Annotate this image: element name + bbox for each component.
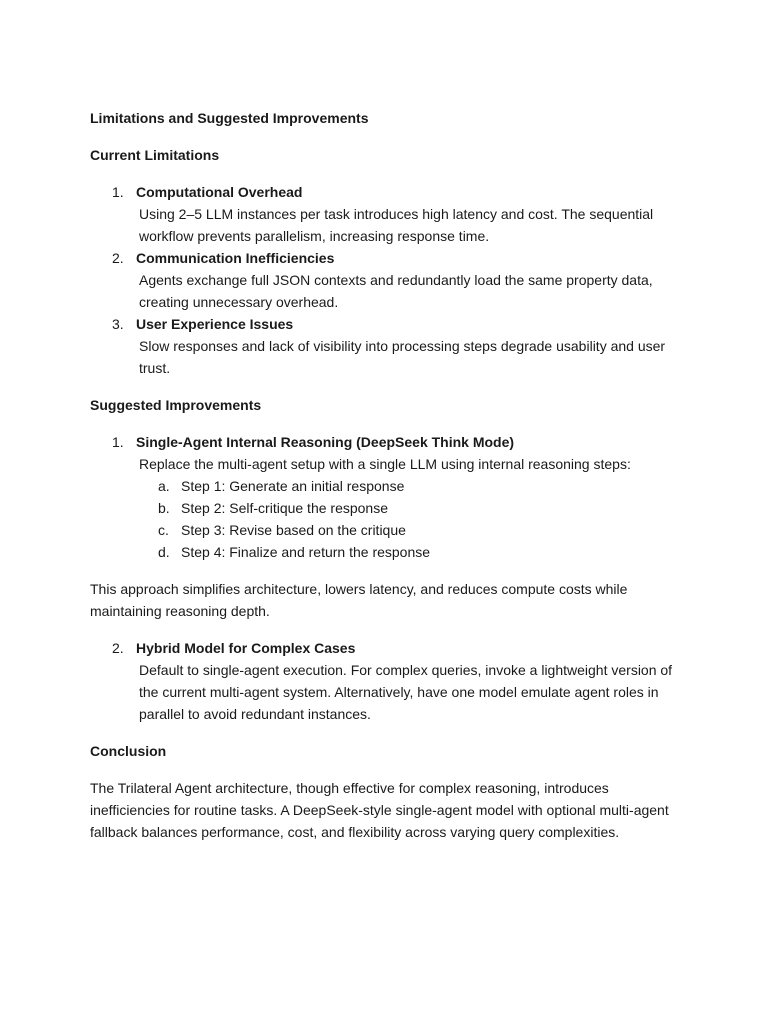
- sub-list-letter: c.: [158, 522, 169, 538]
- document-body: [90, 107, 682, 843]
- list-item-description: Default to single-agent execution. For complex queries, invoke a lightweight version of the current multi-agent system. Alternatively, have one model emulate agent roles in parallel to avoid redundant instances.: [139, 662, 673, 722]
- current-limitations-heading: Current Limitations: [90, 147, 220, 163]
- list-item-description: Using 2–5 LLM instances per task introduces high latency and cost. The sequential workflow prevents parallelism, increasing response time.: [139, 206, 654, 244]
- list-item: [90, 637, 682, 725]
- list-item-description: Agents exchange full JSON contexts and redundantly load the same property data, creating unnecessary overhead.: [139, 272, 653, 310]
- list-item-description: Slow responses and lack of visibility into processing steps degrade usability and user trust.: [139, 338, 666, 376]
- sub-list-item: [136, 475, 682, 497]
- sub-list-letter: d.: [158, 544, 170, 560]
- list-number: 2.: [112, 250, 124, 266]
- list-item-title: Computational Overhead: [136, 184, 303, 200]
- conclusion-heading: Conclusion: [90, 743, 167, 759]
- list-item: [90, 181, 682, 247]
- list-item: [90, 313, 682, 379]
- sub-list-item: [136, 541, 682, 563]
- sub-list-text: Step 4: Finalize and return the response: [181, 544, 431, 560]
- list-item-description: Replace the multi-agent setup with a single LLM using internal reasoning steps:: [139, 456, 631, 472]
- sub-list-text: Step 2: Self-critique the response: [181, 500, 389, 516]
- list-number: 1.: [112, 184, 124, 200]
- conclusion-paragraph: The Trilateral Agent architecture, though effective for complex reasoning, introduces inefficiencies for routine tasks. A DeepSeek-style single-agent model with optional multi-agent fallback balances performance, cost, and flexibility across varying query complexities.: [90, 780, 669, 840]
- suggested-improvements-list-continued: [90, 637, 682, 725]
- list-item-title: Communication Inefficiencies: [136, 250, 335, 266]
- current-limitations-list: [90, 181, 682, 379]
- document-title: Limitations and Suggested Improvements: [90, 110, 369, 126]
- suggested-improvements-list: [90, 431, 682, 563]
- sub-list-item: [136, 497, 682, 519]
- reasoning-steps-list: [136, 475, 682, 563]
- sub-list-letter: a.: [158, 478, 170, 494]
- list-number: 2.: [112, 640, 124, 656]
- sub-list-text: Step 3: Revise based on the critique: [181, 522, 406, 538]
- sub-list-text: Step 1: Generate an initial response: [181, 478, 405, 494]
- sub-list-item: [136, 519, 682, 541]
- list-number: 3.: [112, 316, 124, 332]
- list-item-title: User Experience Issues: [136, 316, 294, 332]
- approach-paragraph: This approach simplifies architecture, lowers latency, and reduces compute costs while maintaining reasoning depth.: [90, 581, 628, 619]
- list-number: 1.: [112, 434, 124, 450]
- sub-list-letter: b.: [158, 500, 170, 516]
- list-item: [90, 247, 682, 313]
- list-item-title: Hybrid Model for Complex Cases: [136, 640, 356, 656]
- list-item: [90, 431, 682, 563]
- suggested-improvements-heading: Suggested Improvements: [90, 397, 262, 413]
- list-item-title: Single-Agent Internal Reasoning (DeepSeek Think Mode): [136, 434, 515, 450]
